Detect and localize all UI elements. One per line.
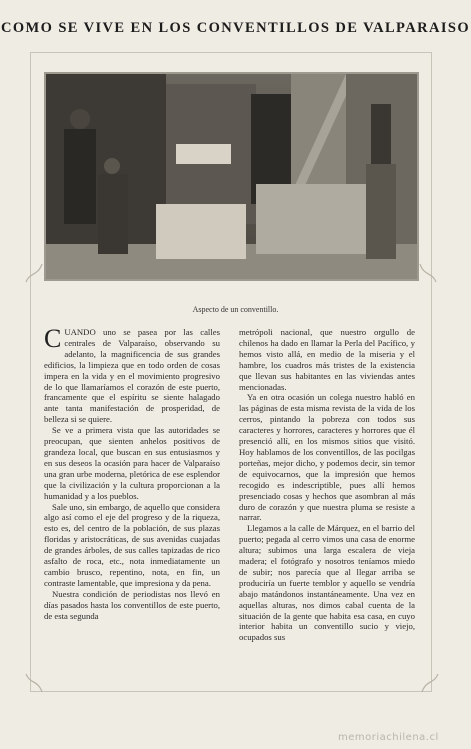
paragraph: Ya en otra ocasión un colega nuestro habló en las páginas de esta misma revista de la vida de los cerros, pintando la pobreza con todos sus caracteres y horrores, caracteres y horrores que él presenció allí, en los mismos sitios que visitó. Hoy hablamos de los conventillos, de las pocilgas porteñas, mejor dicho, y podemos decir, sin temor de equivocarnos, que la impresión que hemos recogido es indescriptible, pues allí hemos presenciado cosas y hechos que asombran al más duro de corazón y que nuestra pluma se resiste a narrar. — [239, 392, 415, 523]
paragraph: Nuestra condición de periodistas nos llevó en días pasados hasta los conventillos de este puerto, de esta segunda — [44, 588, 220, 621]
ornament-bottom-right-icon — [420, 672, 440, 694]
paragraph: Llegamos a la calle de Márquez, en el barrio del puerto; pegada al cerro vimos una casa de enorme altura; subimos una larga escalera de vieja madera; el fotógrafo y nosotros teníamos miedo de subir; nos parecía que al llegar arriba se produciría un fuerte temblor y aquello se vendría abajo matándonos instantáneamente. Una vez en aquellas alturas, nos dimos cabal cuenta de la situación de la gente que habita esa casa, en cuyo interior habita un conventillo sucio y viejo, ocupados sus — [239, 523, 415, 643]
paragraph-text: UANDO uno se pasea por las calles centrales de Valparaíso, observando su adelanto, la magnificencia de sus grandes edificios, la limpieza que en todo orden de cosas impera en la vida y en el movimiento progresivo de lo que llamaríamos el corazón de este puerto, francamente que el espíritu se siente halagado ante tanta manifestación de prosperidad, de belleza si se quiere. — [44, 327, 220, 425]
paragraph — [44, 327, 220, 425]
conventillo-photo — [44, 72, 419, 281]
article-body — [44, 327, 415, 677]
ornament-left-icon — [24, 262, 44, 284]
drop-cap: C — [44, 327, 62, 353]
ornament-right-icon — [418, 262, 438, 284]
photo-caption: Aspecto de un conventillo. — [192, 305, 279, 314]
watermark: memoriachilena.cl — [338, 732, 439, 743]
column-left — [44, 327, 220, 677]
paragraph: Se ve a primera vista que las autoridades se preocupan, que sienten anhelos positivos de grandeza local, que buscan en sus entusiasmos y en sus deseos la ocasión para hacer de Valparaíso una gran urbe moderna, pletórica de ese esplendor que la civilización y la cultura proporcionan a la humanidad y a los pueblos. — [44, 425, 220, 501]
column-right — [239, 327, 415, 677]
photo-image — [46, 74, 417, 279]
page-title: COMO SE VIVE EN LOS CONVENTILLOS DE VALPARAISO — [0, 20, 471, 36]
paragraph: Sale uno, sin embargo, de aquello que considera algo así como el eje del progreso y de la riqueza, esto es, del centro de la población, de sus plazas floridas y aristocráticas, de sus avenidas cuajadas de grandes árboles, de sus calles tapizadas de rico asfalto de roca, etc., nota inmediatamente un cambio brusco, repentino, nota, en fin, un contraste lamentable, que impresiona y da pena. — [44, 501, 220, 588]
ornament-bottom-left-icon — [24, 672, 44, 694]
paragraph: metrópoli nacional, que nuestro orgullo de chilenos ha dado en llamar la Perla del Pacífico, y hemos visto allá, en medio de la miseria y el hambre, los cuadros más tristes de la existencia que llevan sus habitantes en las viviendas antes mencionadas. — [239, 327, 415, 392]
